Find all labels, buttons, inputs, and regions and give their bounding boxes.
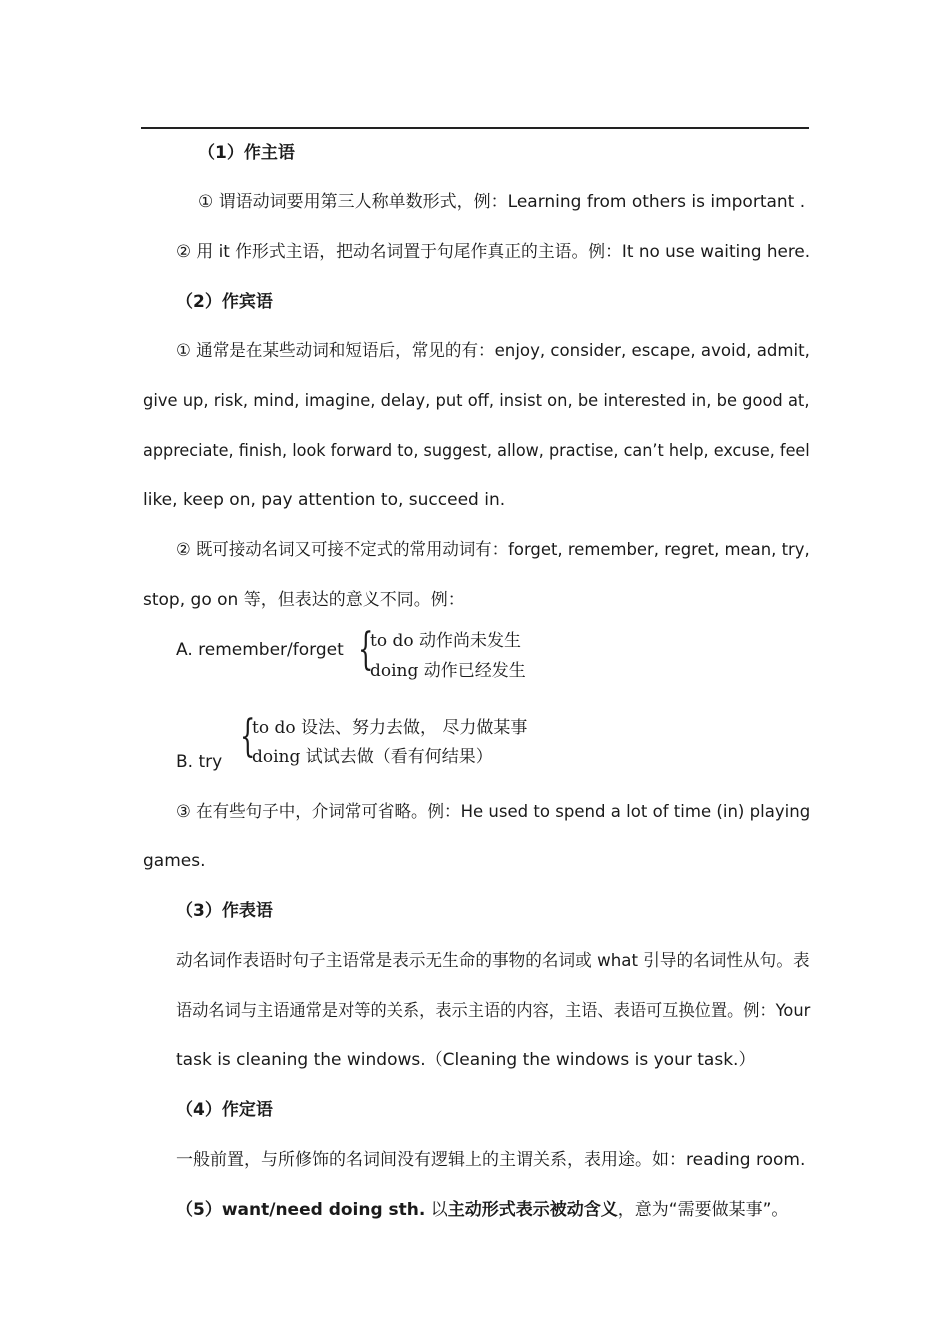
example-a-brace: { xyxy=(358,624,374,675)
header-rule xyxy=(141,127,809,129)
section-3-line-2: 语动名词与主语通常是对等的关系，表示主语的内容，主语、表语可互换位置。例：Your xyxy=(176,1001,811,1021)
section-2-heading: （2）作宾语 xyxy=(176,292,273,312)
example-b-to-do: to do 设法、努力去做， 尽力做某事 xyxy=(252,718,528,738)
section-2-item-1-line-2: give up, risk, mind, imagine, delay, put off, insist on, be interested in, be good at, xyxy=(143,391,810,411)
example-b-brace: { xyxy=(240,711,256,762)
section-3-line-3: task is cleaning the windows.（Cleaning the windows is your task.） xyxy=(176,1050,756,1070)
section-2-item-3-line-1: ③ 在有些句子中，介词常可省略。例：He used to spend a lot of time (in) playing xyxy=(176,802,811,822)
section-1-heading: （1）作主语 xyxy=(198,143,295,163)
section-2-item-2-line-1: ② 既可接动名词又可接不定式的常用动词有：forget, remember, regret, mean, try, xyxy=(176,540,810,560)
section-1-item-1: ① 谓语动词要用第三人称单数形式，例：Learning from others is important . xyxy=(198,192,806,212)
example-a-to-do: to do 动作尚未发生 xyxy=(370,631,521,651)
section-2-item-2-line-2: stop, go on 等，但表达的意义不同。例： xyxy=(143,590,465,610)
section-4-heading: （4）作定语 xyxy=(176,1100,273,1120)
section-2-item-1-line-4: like, keep on, pay attention to, succeed in. xyxy=(143,490,506,510)
section-5-emphasis: 主动形式表示被动含义 xyxy=(447,1200,618,1220)
section-3-heading: （3）作表语 xyxy=(176,901,273,921)
section-1-item-2: ② 用 it 作形式主语，把动名词置于句尾作真正的主语。例：It no use waiting here. xyxy=(176,242,811,262)
example-b-label: B. try xyxy=(176,752,223,772)
section-4-line: 一般前置，与所修饰的名词间没有逻辑上的主谓关系，表用途。如：reading room. xyxy=(176,1150,806,1170)
section-2-item-3-line-2: games. xyxy=(143,851,206,871)
section-5-text-1: 以 xyxy=(425,1200,448,1220)
example-a-label: A. remember/forget xyxy=(176,640,344,660)
example-a-doing: doing 动作已经发生 xyxy=(370,661,526,681)
section-5-heading: （5）want/need doing sth. xyxy=(176,1200,426,1220)
section-2-item-1-line-3: appreciate, finish, look forward to, suggest, allow, practise, can’t help, excuse, feel xyxy=(143,441,810,461)
section-2-item-1-line-1: ① 通常是在某些动词和短语后，常见的有：enjoy, consider, escape, avoid, admit, xyxy=(176,341,810,361)
example-b-doing: doing 试试去做（看有何结果） xyxy=(252,747,493,767)
section-5-line xyxy=(176,1198,788,1222)
section-5-text-2: ，意为“需要做某事”。 xyxy=(617,1200,789,1220)
section-3-line-1: 动名词作表语时句子主语常是表示无生命的事物的名词或 what 引导的名词性从句。表 xyxy=(176,951,810,971)
